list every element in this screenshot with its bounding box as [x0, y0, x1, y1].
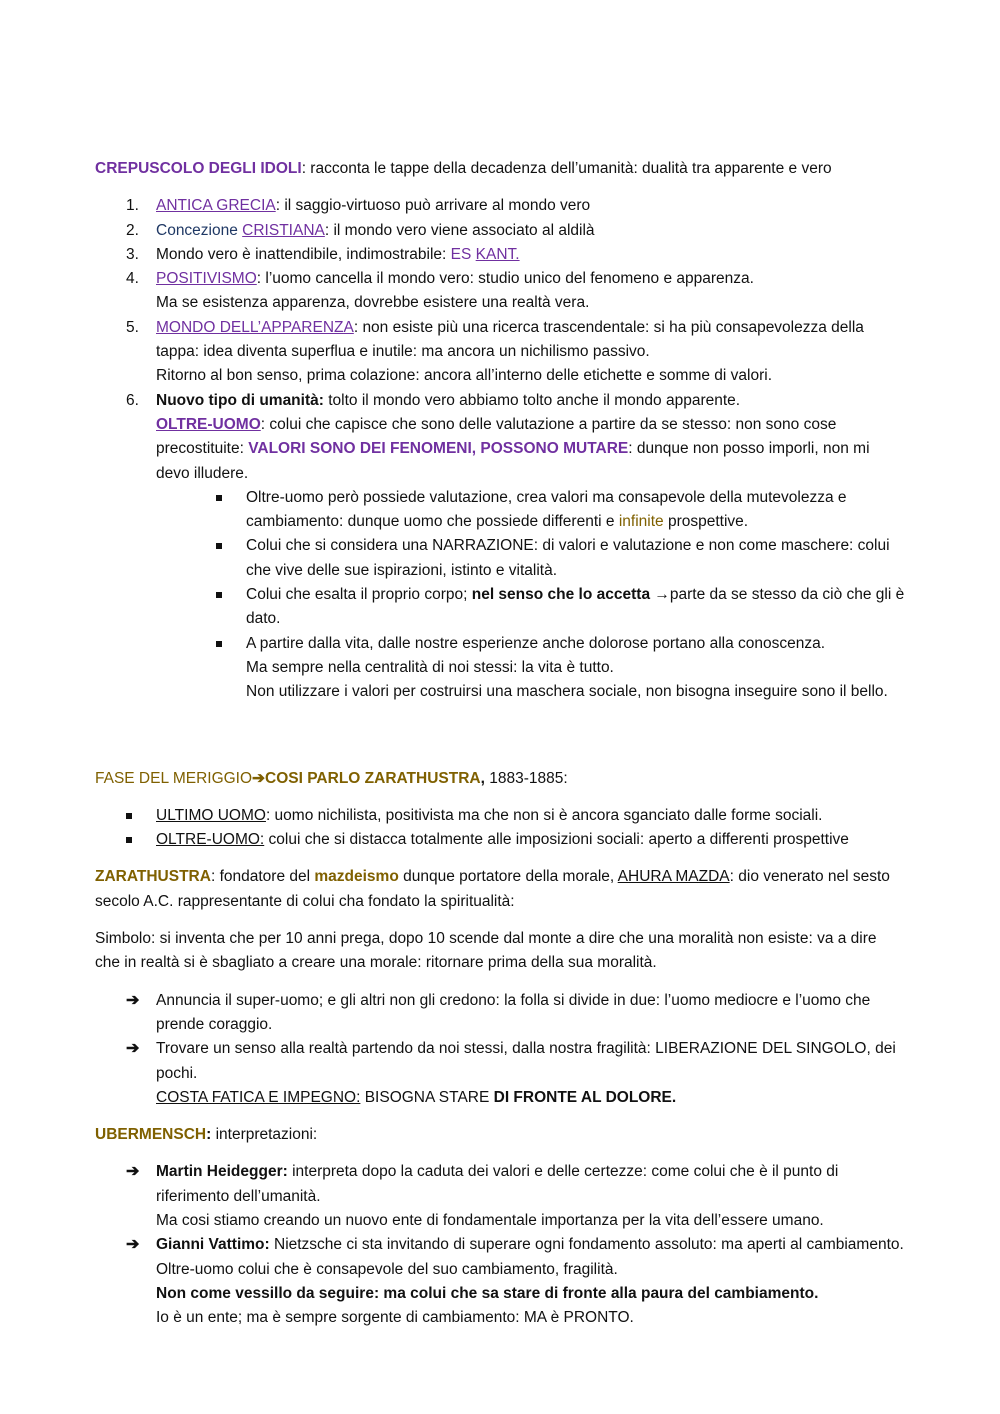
simbolo-paragraph: Simbolo: si inventa che per 10 anni prega, dopo 10 scende dal monte a dire che una moralità non esiste: va a dire che in realtà si è sbagliato a creare una morale: ritornare prima della sua moralità. [95, 930, 877, 972]
arrow-bullet-icon: ➔ [126, 991, 140, 1009]
list-item: 3. Mondo vero è inattendibile, indimostrabile: ES KANT. [126, 245, 520, 263]
interpretations-list [95, 1160, 905, 1330]
zarathustra-paragraph: ZARATHUSTRA: fondatore del mazdeismo dunque portatore della morale, AHURA MAZDA: dio venerato nel sesto secolo A.C. rappresentante di colui cha fondato la spiritualità: [95, 868, 890, 910]
list-item: Oltre-uomo però possiede valutazione, crea valori ma consapevole della mutevolezza e cambiamento: dunque uomo che possiede differenti e infinite prospettive. [246, 486, 905, 535]
list-item: 1. ANTICA GRECIA: il saggio-virtuoso può arrivare al mondo vero [126, 197, 591, 215]
list-item: ➔ Gianni Vattimo: Nietzsche ci sta invitando di superare ogni fondamento assoluto: ma aperti al cambiamento. Oltre-uomo colui che è consapevole del suo cambiamento, fragilità. Non come vessillo da seguire: ma colui che sa stare di fronte alla paura del cambiamento. Io è un ente; ma è sempre sorgente di cambiamento: MA è PRONTO. [156, 1233, 905, 1330]
numbered-list [95, 194, 905, 486]
arrow-bullet-icon: ➔ [126, 1163, 140, 1181]
ubermensch-heading: UBERMENSCH: interpretazioni: [95, 1126, 318, 1144]
square-bullet-icon [216, 495, 222, 501]
crepuscolo-heading: CREPUSCOLO DEGLI IDOLI: racconta le tappe della decadenza dell’umanità: dualità tra apparente e vero [95, 160, 832, 177]
list-item: A partire dalla vita, dalle nostre esperienze anche dolorose portano alla conoscenza. Ma sempre nella centralità di noi stessi: la vita è tutto. Non utilizzare i valori per costruirsi una maschera sociale, non bisogna inseguire sono il bello. [246, 632, 905, 705]
document-page [95, 157, 905, 1330]
arrow-bullet-icon: ➔ [126, 1040, 140, 1058]
arrow-bullet-icon: ➔ [126, 1236, 140, 1254]
list-item: 2. Concezione CRISTIANA: il mondo vero viene associato al aldilà [126, 221, 595, 239]
square-bullet-icon [216, 592, 222, 598]
list-item: ➔ Trovare un senso alla realtà partendo da noi stessi, dalla nostra fragilità: LIBERAZIONE DEL SINGOLO, dei pochi. COSTA FATICA E IMPEGNO: BISOGNA STARE DI FRONTE AL DOLORE. [156, 1037, 905, 1110]
meriggio-heading: FASE DEL MERIGGIO➔COSI PARLO ZARATHUSTRA, 1883-1885: [95, 769, 568, 787]
bullet-list [95, 804, 905, 853]
crepuscolo-title: CREPUSCOLO DEGLI IDOLI [95, 160, 302, 177]
square-bullet-icon [126, 813, 132, 819]
square-bullet-icon [216, 543, 222, 549]
list-item: OLTRE-UOMO: colui che si distacca totalmente alle imposizioni sociali: aperto a differenti prospettive [156, 828, 905, 852]
list-item: ➔ Annuncia il super-uomo; e gli altri non gli credono: la folla si divide in due: l’uomo mediocre e l’uomo che prende coraggio. [156, 989, 905, 1038]
arrow-list [95, 989, 905, 1110]
list-item: Colui che esalta il proprio corpo; nel senso che lo accetta →parte da se stesso da ciò che gli è dato. [246, 583, 905, 632]
square-bullet-icon [216, 641, 222, 647]
list-item: 4. POSITIVISMO: l’uomo cancella il mondo vero: studio unico del fenomeno e apparenza. Ma se esistenza apparenza, dovrebbe esistere una realtà vera. [126, 270, 754, 312]
list-item: 6. Nuovo tipo di umanità: tolto il mondo vero abbiamo tolto anche il mondo apparente. OLTRE-UOMO: colui che capisce che sono delle valutazione a partire da se stesso: non sono cose precostituite: VALORI SONO DEI FENOMENI, POSSONO MUTARE: dunque non posso imporli, non mi devo illudere. [126, 391, 870, 482]
list-item: ULTIMO UOMO: uomo nichilista, positivista ma che non si è ancora sganciato dalle forme sociali. [156, 804, 905, 828]
square-bullet-icon [126, 837, 132, 843]
arrow-icon: ➔ [252, 769, 266, 787]
arrow-icon: → [650, 586, 670, 604]
list-item: 5. MONDO DELL’APPARENZA: non esiste più una ricerca trascendentale: si ha più consapevolezza della tappa: idea diventa superflua e inutile: ma ancora un nichilismo passivo. Ritorno al bon senso, prima colazione: ancora all’interno delle etichette e somme di valori. [126, 318, 864, 385]
list-item: Colui che si considera una NARRAZIONE: di valori e valutazione e non come maschere: colui che vive delle sue ispirazioni, istinto e vitalità. [246, 534, 905, 583]
square-bullet-list [95, 486, 905, 705]
list-item: ➔ Martin Heidegger: interpreta dopo la caduta dei valori e delle certezze: come colui che è il punto di riferimento dell’umanità. Ma cosi stiamo creando un nuovo ente di fondamentale importanza per la vita dell’essere umano. [156, 1160, 905, 1233]
